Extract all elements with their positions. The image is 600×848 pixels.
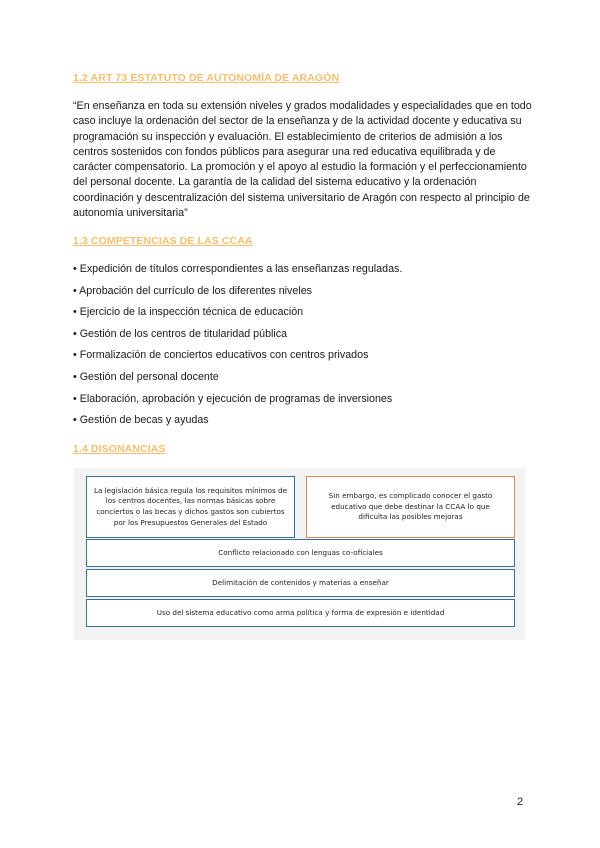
statute-quote-paragraph: “En enseñanza en toda su extensión niveles y grados modalidades y especialidades que en todo caso incluye la ordenación del sector de la enseñanza y de la actividad docente y educativa su programación su inspección y evaluación. El establecimiento de criterios de admisión a los centros sostenidos con fondos públicos para asegurar una red educativa equilibrada y de carácter compensatorio. La promoción y el apoyo al estudio la formación y el perfeccionamiento del personal docente. La garantía de la calidad del sistema educativo y la ordenación coordinación y descentralización del sistema universitario de Aragón con respecto al principio de autonomía universitaria” <box>73 100 532 220</box>
competencias-list <box>73 262 543 435</box>
diagram-box-text: Sin embargo, es complicado conocer el gasto educativo que debe destinar la CCAA lo que dificulta las posibles mejoras <box>328 491 493 522</box>
list-item: • Gestión de los centros de titularidad pública <box>73 327 288 340</box>
list-item: • Aprobación del currículo de los diferentes niveles <box>73 284 313 297</box>
diagram-box-legislacion <box>86 476 295 538</box>
list-item: • Gestión de becas y ayudas <box>73 414 209 427</box>
page-number: 2 <box>517 796 524 808</box>
diagram-bar-arma-politica <box>86 599 515 627</box>
list-item: • Gestión del personal docente <box>73 370 219 383</box>
section-heading-1-2: 1.2 ART 73 ESTATUTO DE AUTONOMÍA DE ARAGÓN <box>73 72 340 84</box>
diagram-bar-text: Delimitación de contenidos y materias a enseñar <box>212 577 389 587</box>
disonancias-diagram <box>74 468 525 640</box>
diagram-bar-lenguas <box>86 539 515 567</box>
list-item: • Formalización de conciertos educativos con centros privados <box>73 349 369 362</box>
diagram-bar-contenidos <box>86 569 515 597</box>
section-heading-1-3: 1.3 COMPETENCIAS DE LAS CCAA <box>73 235 253 247</box>
diagram-box-text: La legislación básica regula los requisitos mínimos de los centros docentes, las normas básicas sobre conciertos o las becas y dichos gastos son cubiertos por los Presupuestos Generales del Estado <box>93 485 288 527</box>
list-item: • Ejercicio de la inspección técnica de educación <box>73 306 304 319</box>
diagram-box-gasto <box>306 476 515 538</box>
section-heading-1-4: 1.4 DISONANCIAS <box>73 443 166 455</box>
list-item: • Expedición de títulos correspondientes a las enseñanzas reguladas. <box>73 263 403 275</box>
diagram-bar-text: Conflicto relacionado con lenguas co-oficiales <box>218 547 383 557</box>
diagram-bar-text: Uso del sistema educativo como arma política y forma de expresión e identidad <box>156 607 445 617</box>
list-item: • Elaboración, aprobación y ejecución de programas de inversiones <box>73 392 393 405</box>
